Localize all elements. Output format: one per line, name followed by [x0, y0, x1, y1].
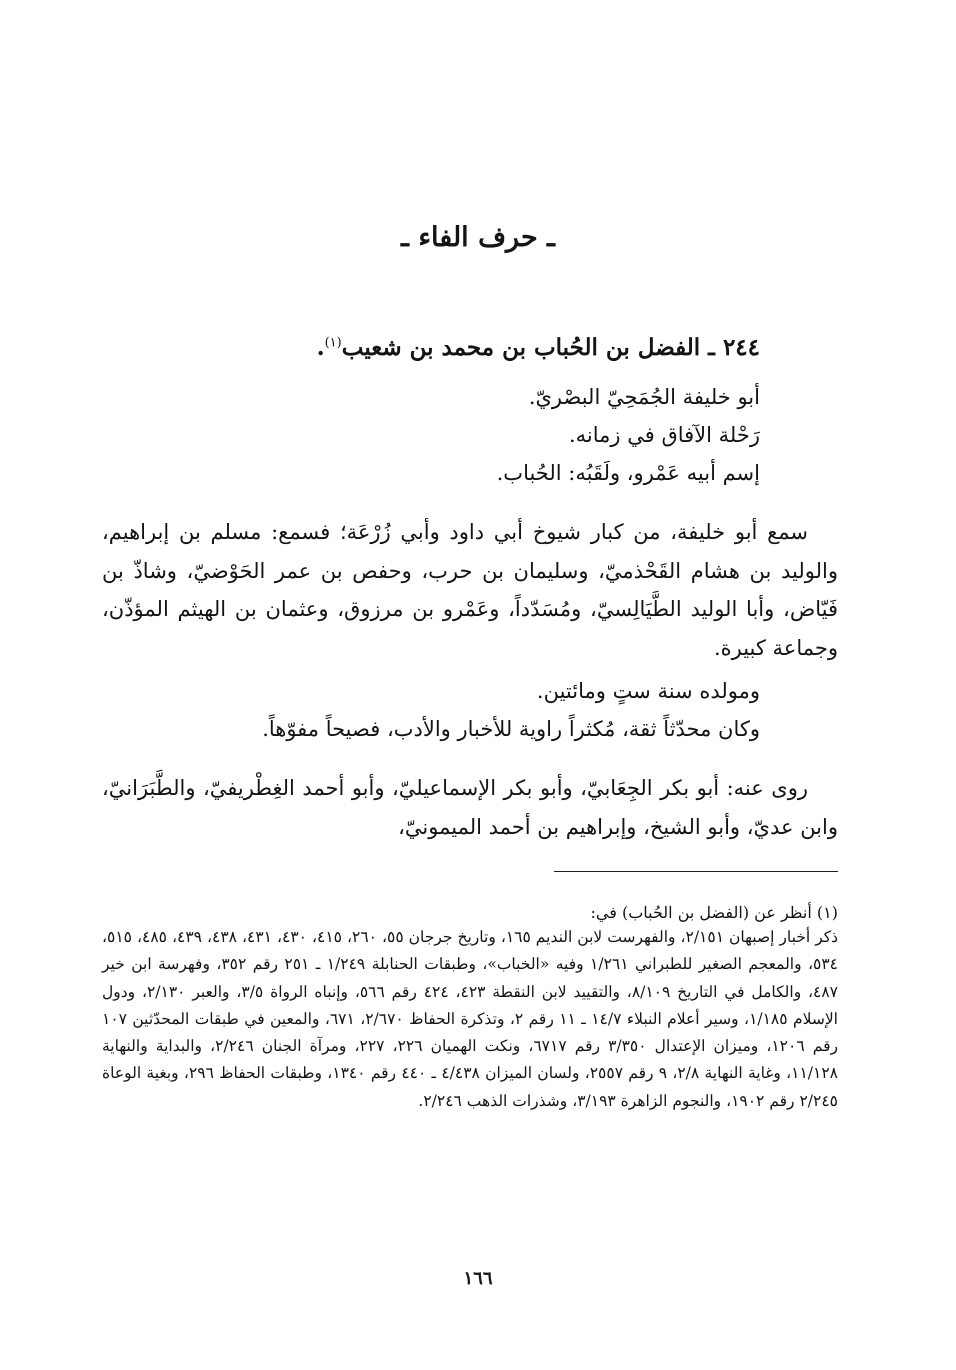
footnote-marker[interactable]: (١)	[324, 335, 342, 351]
entry-title-end: .	[316, 334, 325, 361]
entry-title	[160, 334, 760, 361]
chapter-heading: ـ حرف الفاء ـ	[401, 222, 555, 253]
students-paragraph: روى عنه: أبو بكر الجِعَابيّ، وأبو بكر الإسماعيليّ، وأبو أحمد الغِطْريفيّ، والطَّبَرَانيّ، وابن عديّ، وأبو الشيخ، وإبراهيم بن أحمد الميمونيّ،	[102, 776, 838, 839]
footnote-heading: (١) أنظر عن (الفضل بن الحُباب) في:	[590, 903, 838, 922]
reliability-line: وكان محدّثاً ثقة، مُكثراً راوية للأخبار والأدب، فصيحاً مفوّهاً.	[262, 717, 760, 741]
description-line: رَحْلة الآفاق في زمانه.	[568, 423, 760, 447]
birth-line: ومولده سنة ستٍ ومائتين.	[536, 679, 760, 703]
page-number: ١٦٦	[463, 1268, 493, 1289]
father-name-line: إسم أبيه عَمْرو، ولَقَبُه: الحُباب.	[496, 461, 760, 485]
entry-title-text: ٢٤٤ ـ الفضل بن الحُباب بن محمد بن شعيب	[341, 334, 760, 361]
teachers-paragraph: سمع أبو خليفة، من كبار شيوخ أبي داود وأبي زُرْعَة؛ فسمع: مسلم بن إبراهيم، والوليد بن هشام القَحْذميّ، وسليمان بن حرب، وحفص بن عمر الحَوْضيّ، وشاذّ بن فَيّاض، وأبا الوليد الطَّيَالِسيّ، ومُسَدّداً، وعَمْرو بن مرزوق، وعثمان بن الهيثم المؤذّن، وجماعة كبيرة.	[102, 520, 838, 660]
footnote-separator	[554, 871, 838, 872]
kunya-line: أبو خليفة الجُمَحِيّ البصْريّ.	[528, 385, 760, 409]
footnote-text: ذكر أخبار إصبهان ٢/١٥١، والفهرست لابن النديم ١٦٥، وتاريخ جرجان ٥٥، ٢٦٠، ٤١٥، ٤٣٠، ٤٣١، ٤٣٨، ٤٣٩، ٤٨٥، ٥١٥، ٥٣٤، والمعجم الصغير للطبراني ١/٢٦١ وفيه «الخباب»، وطبقات الحنابلة ١/٢٤٩ ـ ٢٥١ رقم ٣٥٢، وفهرسة ابن خير ٤٨٧، والكامل في التاريخ ٨/١٠٩، والتقييد لابن النقطة ٤٢٣، ٤٢٤ رقم ٥٦٦، وإنباه الرواة ٣/٥، والعبر ٢/١٣٠، ودول الإسلام ١/١٨٥، وسير أعلام النبلاء ١٤/٧ ـ ١١ رقم ٢، وتذكرة الحفاظ ٢/٦٧٠، ٦٧١، والمعين في طبقات المحدّثين ١٠٧ رقم ١٢٠٦، وميزان الإعتدال ٣/٣٥٠ رقم ٦٧١٧، ونكت الهميان ٢٢٦، ٢٢٧، ومرآة الجنان ٢/٢٤٦، والبداية والنهاية ١١/١٢٨، وغاية النهاية ٢/٨، ٩ رقم ٢٥٥٧، ولسان الميزان ٤/٤٣٨ ـ ٤٤٠ رقم ١٣٤٠، وطبقات الحفاظ ٢٩٦، وبغية الوعاة ٢/٢٤٥ رقم ١٩٠٢، والنجوم الزاهرة ٣/١٩٣، وشذرات الذهب ٢/٢٤٦.	[102, 928, 839, 1110]
